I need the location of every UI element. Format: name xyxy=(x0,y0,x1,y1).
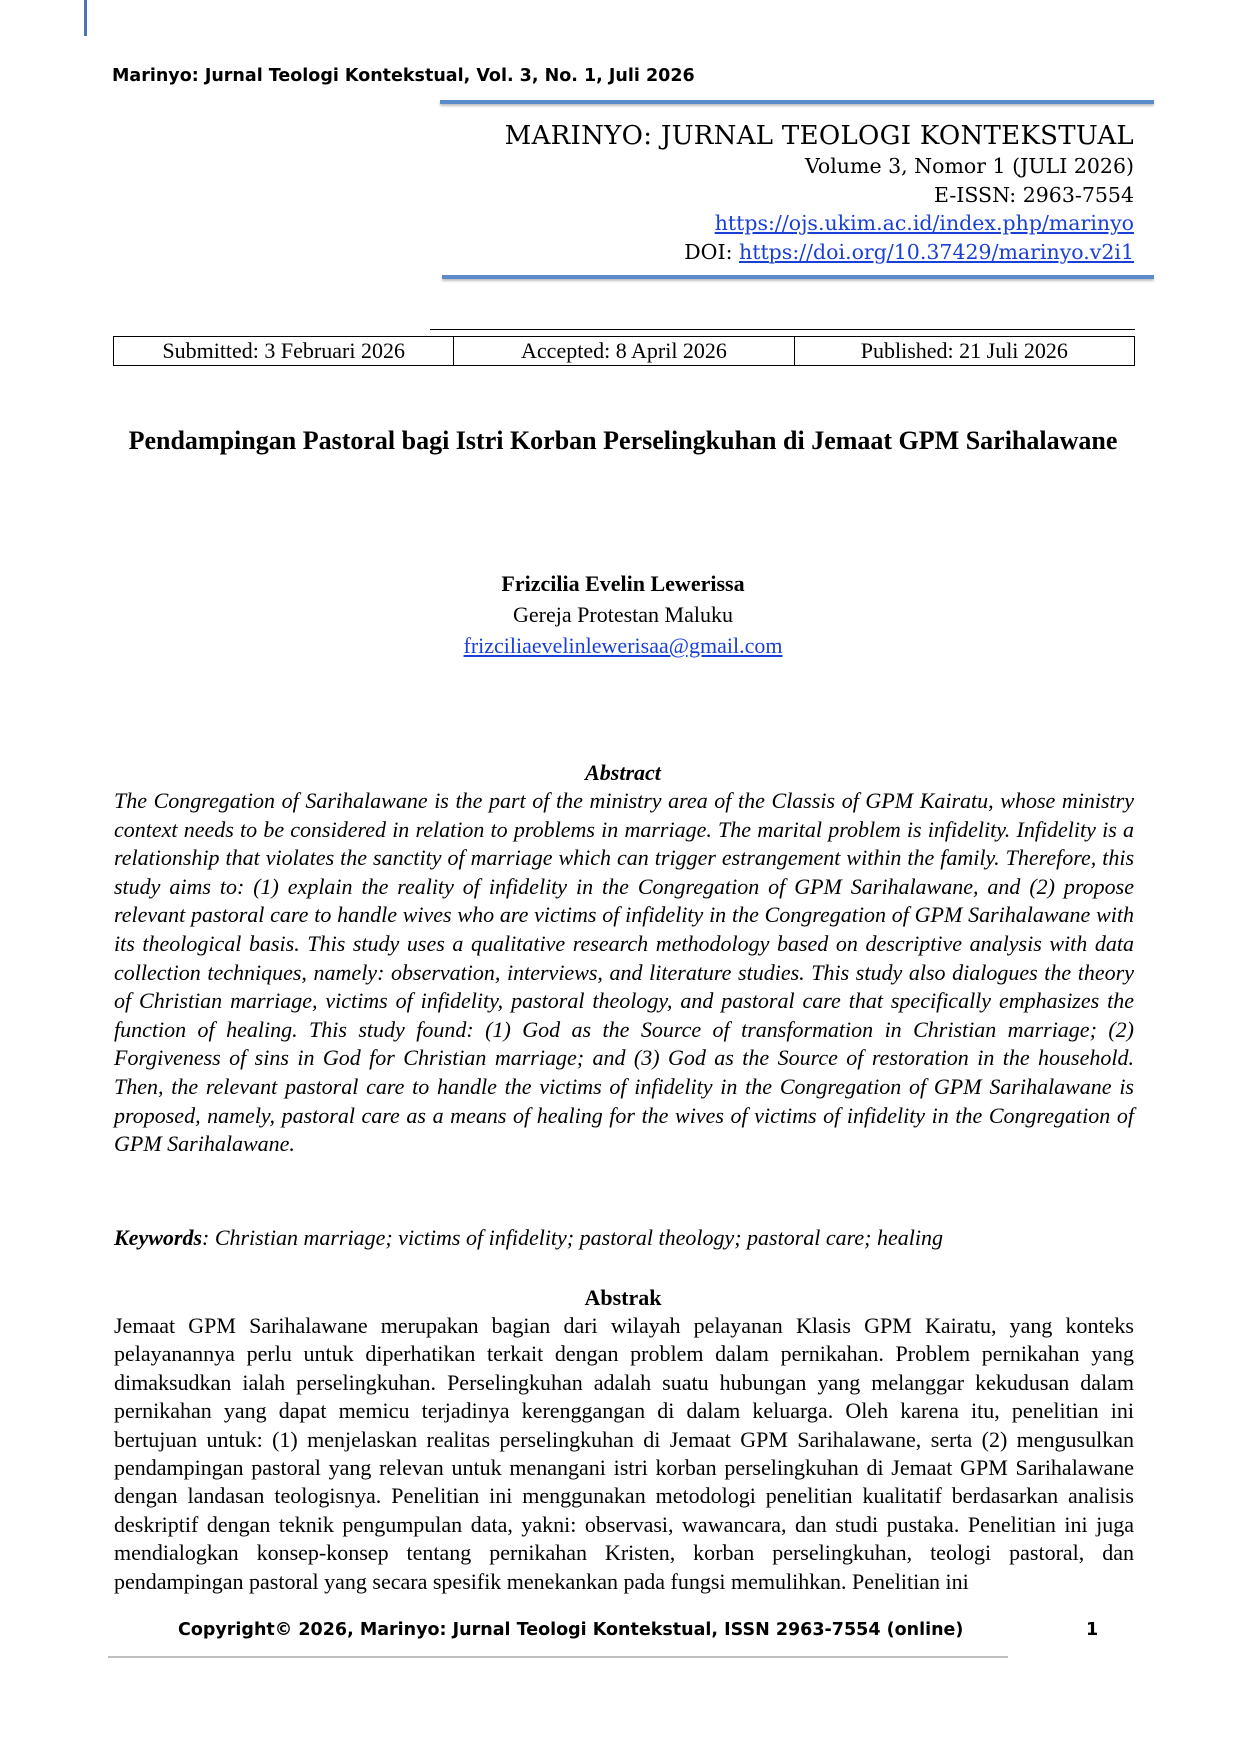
footer-copyright: Copyright© 2026, Marinyo: Jurnal Teologi Kontekstual, ISSN 2963-7554 (online) xyxy=(178,1620,964,1640)
keywords-label: Keywords xyxy=(114,1225,202,1250)
abstract-en-heading: Abstract xyxy=(585,760,661,785)
author-affiliation: Gereja Protestan Maluku xyxy=(513,602,733,627)
author-block xyxy=(112,568,1134,661)
published-date: Published: 21 Juli 2026 xyxy=(794,337,1134,366)
masthead-top-rule xyxy=(440,100,1154,104)
abstract-id-heading: Abstrak xyxy=(584,1285,662,1310)
dates-table xyxy=(113,336,1135,366)
issn-line: E-ISSN: 2963-7554 xyxy=(934,182,1134,207)
abstract-en-text: The Congregation of Sarihalawane is the part of the ministry area of the Classis of GPM Kairatu, whose ministry context needs to be considered in relation to problems in marriage. The marital problem is infidelity. Infidelity is a relationship that violates the sanctity of marriage which can trigger estrangement within the family. Therefore, this study aims to: (1) explain the reality of infidelity in the Congregation of GPM Sarihalawane, and (2) propose relevant pastoral care to handle wives who are victims of infidelity in the Congregation of GPM Sarihalawane with its theological basis. This study uses a qualitative research methodology based on descriptive analysis with data collection techniques, namely: observation, interviews, and literature studies. This study also dialogues the theory of Christian marriage, victims of infidelity, pastoral theology, and pastoral care that specifically emphasizes the function of healing. This study found: (1) God as the Source of transformation in Christian marriage; (2) Forgiveness of sins in God for Christian marriage; and (3) God as the Source of restoration in the household. Then, the relevant pastoral care to handle the victims of infidelity in the Congregation of GPM Sarihalawane is proposed, namely, pastoral care as a means of healing for the wives of victims of infidelity in the Congregation of GPM Sarihalawane. xyxy=(114,788,1134,1157)
abstract-id-text: Jemaat GPM Sarihalawane merupakan bagian dari wilayah pelayanan Klasis GPM Kairatu, yang konteks pelayanannya perlu untuk diperhatikan terkait dengan problem dalam pernikahan. Problem pernikahan yang dimaksudkan ialah perselingkuhan. Perselingkuhan adalah suatu hubungan yang melanggar kekudusan dalam pernikahan yang dapat memicu terjadinya kerenggangan di dalam keluarga. Oleh karena itu, penelitian ini bertujuan untuk: (1) menjelaskan realitas perselingkuhan di Jemaat GPM Sarihalawane, serta (2) mengusulkan pendampingan pastoral yang relevan untuk menangani istri korban perselingkuhan di Jemaat GPM Sarihalawane dengan landasan teologisnya. Penelitian ini menggunakan metodologi penelitian kualitatif berdasarkan analisis deskriptif dengan teknik pengumpulan data, yakni: observasi, wawancara, dan studi pustaka. Penelitian ini juga mendialogkan konsep-konsep tentang pernikahan Kristen, korban perselingkuhan, teologi pastoral, dan pendampingan pastoral yang secara spesifik menekankan pada fungsi memulihkan. Penelitian ini xyxy=(114,1313,1134,1594)
accepted-date: Accepted: 8 April 2026 xyxy=(454,337,794,366)
footer-rule xyxy=(108,1656,1008,1658)
doi-label: DOI: xyxy=(684,239,739,264)
author-email-link[interactable]: frizciliaevelinlewerisaa@gmail.com xyxy=(463,633,783,658)
corner-mark xyxy=(84,0,87,36)
journal-url-link[interactable]: https://ojs.ukim.ac.id/index.php/marinyo xyxy=(714,211,1134,235)
paper-title: Pendampingan Pastoral bagi Istri Korban Perselingkuhan di Jemaat GPM Sarihalawane xyxy=(128,426,1118,455)
submitted-date: Submitted: 3 Februari 2026 xyxy=(114,337,454,366)
keywords-text: : Christian marriage; victims of infidelity; pastoral theology; pastoral care; healing xyxy=(202,1225,943,1250)
keywords xyxy=(114,1224,1134,1252)
journal-name: MARINYO: JURNAL TEOLOGI KONTEKSTUAL xyxy=(504,121,1134,151)
doi-link[interactable]: https://doi.org/10.37429/marinyo.v2i1 xyxy=(739,239,1134,264)
running-head: Marinyo: Jurnal Teologi Kontekstual, Vol. 3, No. 1, Juli 2026 xyxy=(112,66,695,86)
divider-line xyxy=(430,329,1135,330)
masthead xyxy=(505,120,1134,266)
author-name: Frizcilia Evelin Lewerissa xyxy=(501,571,745,596)
masthead-bottom-rule xyxy=(442,275,1154,279)
page-number: 1 xyxy=(1086,1620,1099,1640)
volume-line: Volume 3, Nomor 1 (JULI 2026) xyxy=(804,154,1134,178)
